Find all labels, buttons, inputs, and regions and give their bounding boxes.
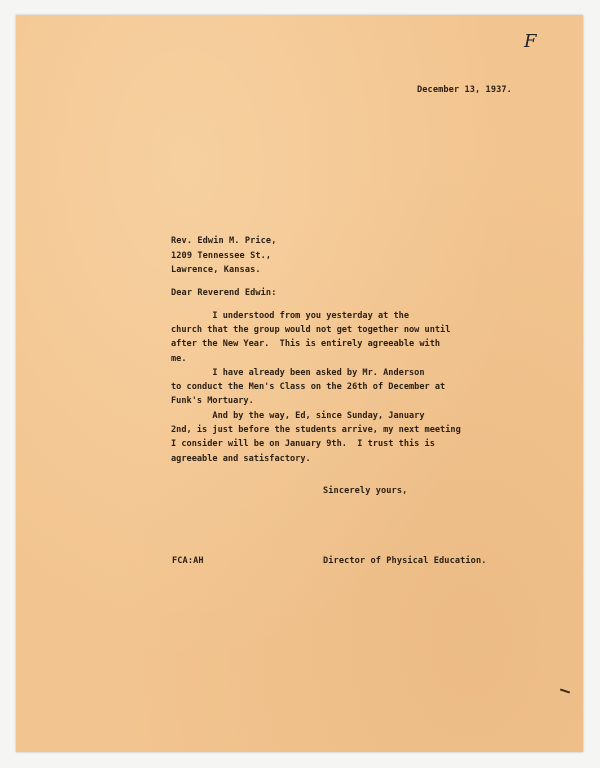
- body-paragraph: [171, 309, 450, 366]
- recipient-name: Rev. Edwin M. Price,: [171, 236, 277, 246]
- complimentary-close: Sincerely yours,: [323, 486, 408, 496]
- recipient-street: 1209 Tennessee St.,: [171, 251, 272, 261]
- paragraph-line: church that the group would not get together now until: [171, 325, 451, 336]
- paragraph-line: I understood from you yesterday at the: [171, 311, 409, 321]
- handwritten-corner-mark: F: [524, 31, 537, 52]
- typist-initials: FCA:AH: [172, 556, 204, 566]
- paragraph-line: And by the way, Ed, since Sunday, January: [171, 411, 425, 421]
- paragraph-line: after the New Year. This is entirely agreeable with: [171, 339, 441, 350]
- salutation: Dear Reverend Edwin:: [171, 288, 277, 298]
- letter-date: December 13, 1937.: [417, 85, 512, 95]
- body-paragraph: [171, 409, 461, 466]
- paragraph-line: agreeable and satisfactory.: [171, 453, 311, 464]
- body-paragraph: [171, 366, 445, 409]
- paragraph-line: 2nd, is just before the students arrive, my next meeting: [171, 425, 461, 436]
- paragraph-line: I have already been asked by Mr. Anderson: [171, 368, 425, 378]
- paragraph-line: to conduct the Men's Class on the 26th of December at: [171, 382, 446, 393]
- signature-title: Director of Physical Education.: [323, 556, 487, 566]
- paragraph-line: I consider will be on January 9th. I trust this is: [171, 439, 435, 450]
- paragraph-line: me.: [171, 353, 187, 364]
- recipient-city: Lawrence, Kansas.: [171, 265, 261, 275]
- paragraph-line: Funk's Mortuary.: [171, 396, 254, 407]
